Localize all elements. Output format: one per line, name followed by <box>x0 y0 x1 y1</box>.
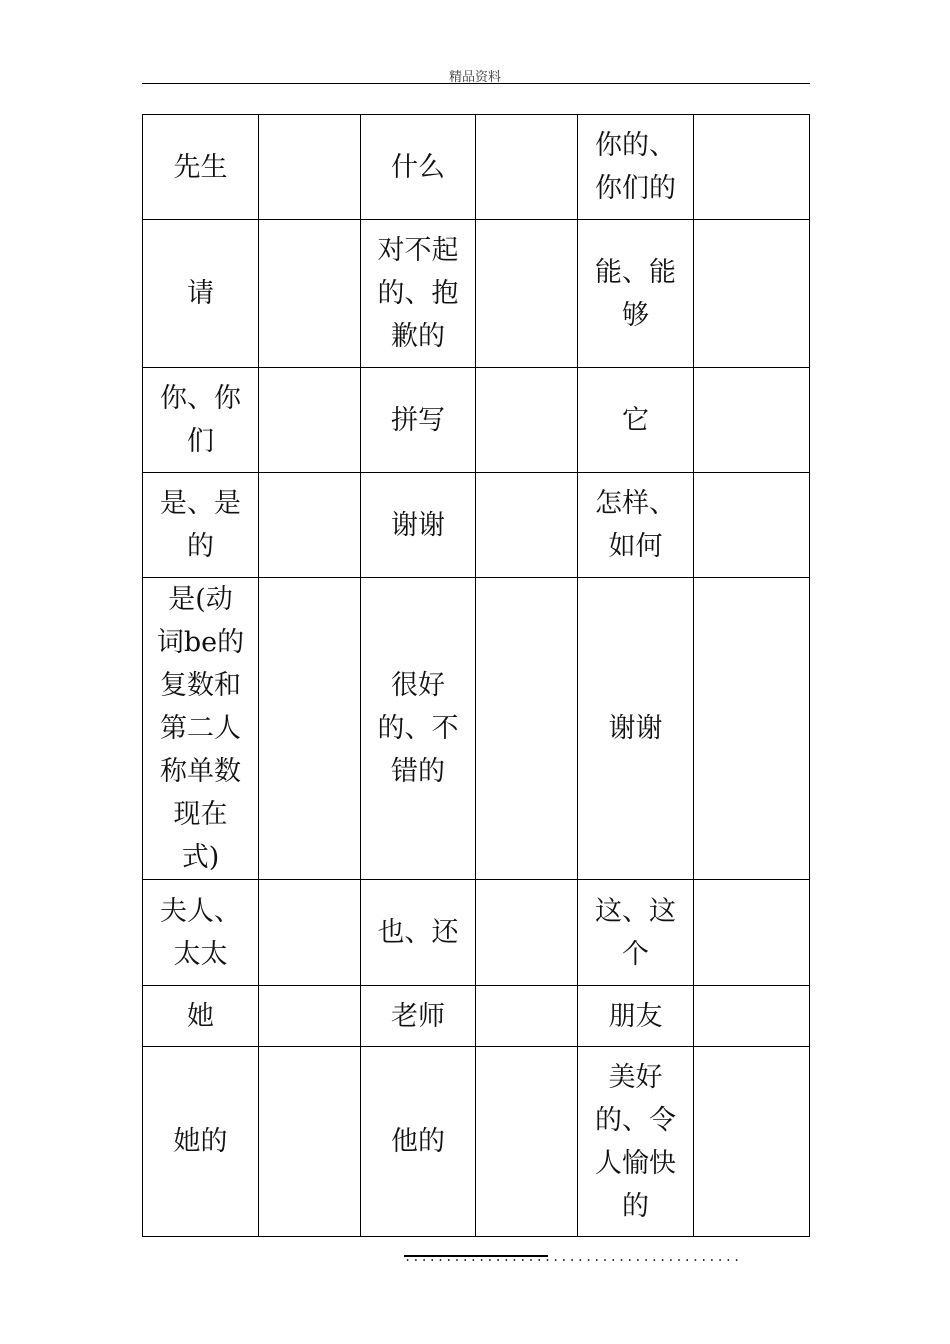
answer-cell <box>259 473 361 578</box>
table-row <box>143 220 810 368</box>
word-cell: 先生 <box>143 115 259 220</box>
word-cell: 能、能够 <box>578 220 694 368</box>
word-cell: 是、是的 <box>143 473 259 578</box>
word-cell: 也、还 <box>361 880 476 986</box>
table-row <box>143 986 810 1047</box>
word-cell: 是(动词be的复数和第二人称单数现在式) <box>143 578 259 880</box>
word-cell: 谢谢 <box>578 578 694 880</box>
answer-cell <box>476 578 578 880</box>
vocabulary-table <box>142 114 810 1237</box>
answer-cell <box>694 880 810 986</box>
header-rule <box>142 83 810 84</box>
page-header: 精品资料 <box>448 70 501 85</box>
word-cell: 很好的、不错的 <box>361 578 476 880</box>
answer-cell <box>476 1047 578 1237</box>
word-cell: 老师 <box>361 986 476 1047</box>
word-cell: 他的 <box>361 1047 476 1237</box>
answer-cell <box>694 368 810 473</box>
answer-cell <box>694 473 810 578</box>
answer-cell <box>259 986 361 1047</box>
answer-cell <box>476 220 578 368</box>
answer-cell <box>476 368 578 473</box>
word-cell: 它 <box>578 368 694 473</box>
word-cell: 美好的、令人愉快的 <box>578 1047 694 1237</box>
word-cell: 这、这个 <box>578 880 694 986</box>
answer-cell <box>476 986 578 1047</box>
answer-cell <box>259 578 361 880</box>
word-cell: 怎样、如何 <box>578 473 694 578</box>
word-cell: 你的、你们的 <box>578 115 694 220</box>
word-cell: 她 <box>143 986 259 1047</box>
answer-cell <box>476 880 578 986</box>
table-row <box>143 115 810 220</box>
word-cell: 对不起的、抱歉的 <box>361 220 476 368</box>
answer-cell <box>694 578 810 880</box>
word-cell: 请 <box>143 220 259 368</box>
word-cell: 什么 <box>361 115 476 220</box>
answer-cell <box>259 1047 361 1237</box>
answer-cell <box>694 220 810 368</box>
word-cell: 谢谢 <box>361 473 476 578</box>
word-cell: 你、你们 <box>143 368 259 473</box>
table-row <box>143 578 810 880</box>
answer-cell <box>694 1047 810 1237</box>
table-row <box>143 880 810 986</box>
table-row <box>143 1047 810 1237</box>
answer-cell <box>694 115 810 220</box>
answer-cell <box>694 986 810 1047</box>
answer-cell <box>259 220 361 368</box>
word-cell: 她的 <box>143 1047 259 1237</box>
word-cell: 拼写 <box>361 368 476 473</box>
table-row <box>143 368 810 473</box>
word-cell: 朋友 <box>578 986 694 1047</box>
answer-cell <box>476 473 578 578</box>
answer-cell <box>259 368 361 473</box>
table-row <box>143 473 810 578</box>
answer-cell <box>259 880 361 986</box>
answer-cell <box>259 115 361 220</box>
answer-cell <box>476 115 578 220</box>
footer-dotted-line: ......................................... <box>404 1250 742 1264</box>
word-cell: 夫人、太太 <box>143 880 259 986</box>
